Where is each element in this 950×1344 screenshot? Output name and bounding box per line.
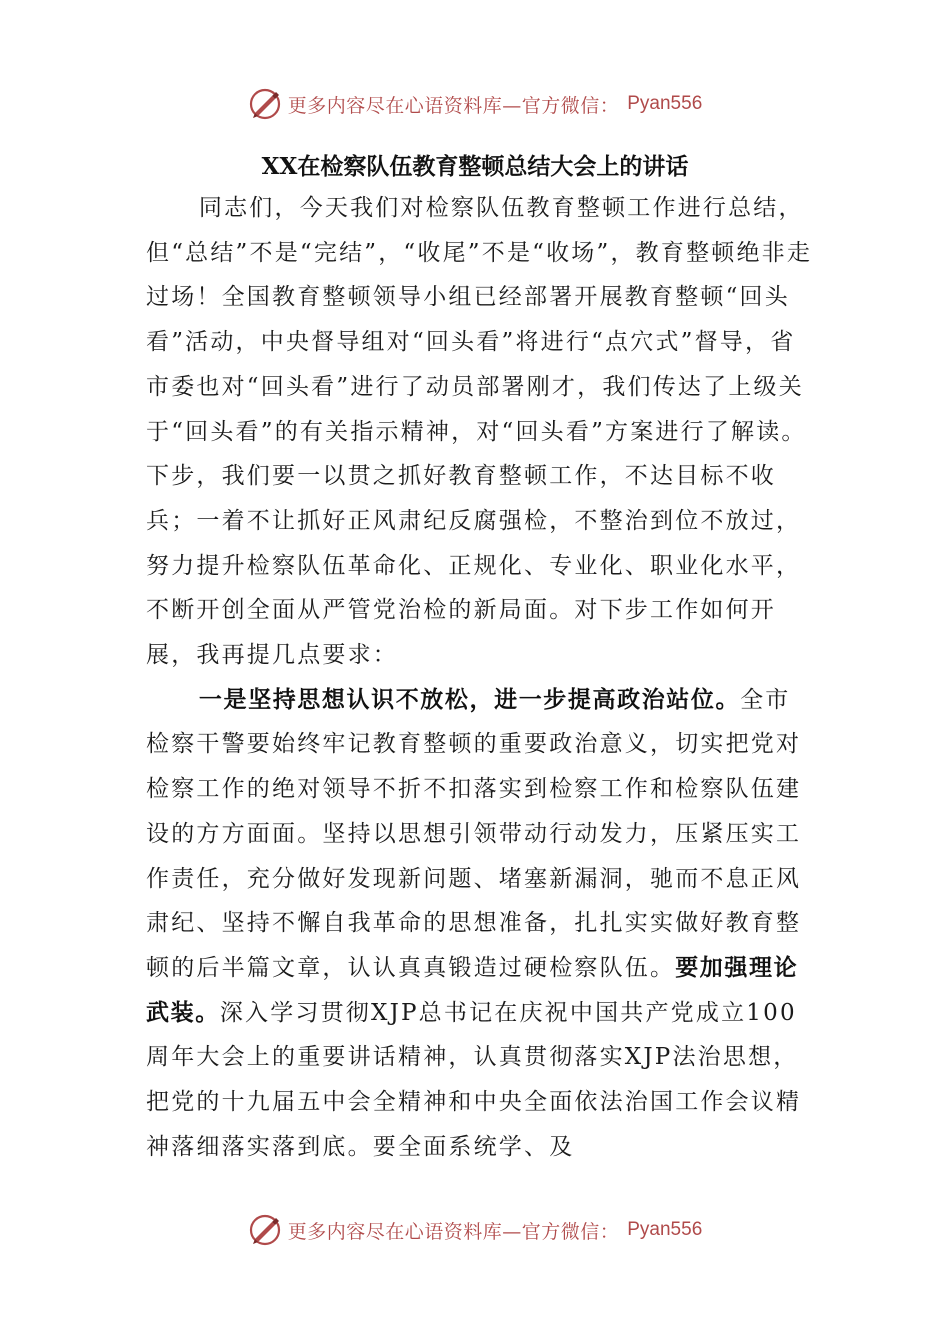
pen-logo-icon xyxy=(248,1213,282,1247)
watermark-banner-top xyxy=(0,84,950,124)
pen-logo-icon xyxy=(248,87,282,121)
document-title: XX在检察队伍教育整顿总结大会上的讲话 xyxy=(261,153,689,180)
document-body xyxy=(146,186,814,1169)
theory-armament-text: 深入学习贯彻XJP总书记在庆祝中国共产党成立100周年大会上的重要讲话精神，认真贯彻落实XJP法治思想，把党的十九届五中会全精神和中央全面依法治国工作会议精神落细落实落到底。要全面系统学、及 xyxy=(146,999,802,1160)
watermark-text: 更多内容尽在心语资料库—官方微信： xyxy=(287,94,620,117)
theory-armament-heading: 要加强理论武装。 xyxy=(146,954,799,1026)
requirement-one-text: 全市检察干警要始终牢记教育整顿的重要政治意义，切实把党对检察工作的绝对领导不折不扣落实到检察工作和检察队伍建设的方方面面。坚持以思想引领带动行动发力，压紧压实工作责任，充分做好发现新问题、堵塞新漏洞，驰而不息正风肃纪、坚持不懈自我革命的思想准备，扎扎实实做好教育整顿的后半篇文章，认认真真锻造过硬检察队伍。 xyxy=(146,686,802,981)
watermark-wechat-id: Pyan556 xyxy=(627,1219,703,1240)
requirement-one-heading: 一是坚持思想认识不放松，进一步提高政治站位。 xyxy=(198,686,741,713)
paragraph-opening: 同志们，今天我们对检察队伍教育整顿工作进行总结，但“总结”不是“完结”，“收尾”不是“收场”，教育整顿绝非走过场！全国教育整顿领导小组已经部署开展教育整顿“回头看”活动，中央督导组对“回头看”将进行“点穴式”督导，省市委也对“回头看”进行了动员部署刚才，我们传达了上级关于“回头看”的有关指示精神，对“回头看”方案进行了解读。下步，我们要一以贯之抓好教育整顿工作，不达目标不收兵；一着不让抓好正风肃纪反腐强检，不整治到位不放过，努力提升检察队伍革命化、正规化、专业化、职业化水平，不断开创全面从严管党治检的新局面。对下步工作如何开展，我再提几点要求： xyxy=(146,195,813,669)
watermark-banner-bottom xyxy=(0,1210,950,1250)
watermark-text: 更多内容尽在心语资料库—官方微信： xyxy=(287,1220,620,1243)
watermark-wechat-id: Pyan556 xyxy=(627,93,703,114)
paragraph-requirement-one xyxy=(146,678,814,1170)
